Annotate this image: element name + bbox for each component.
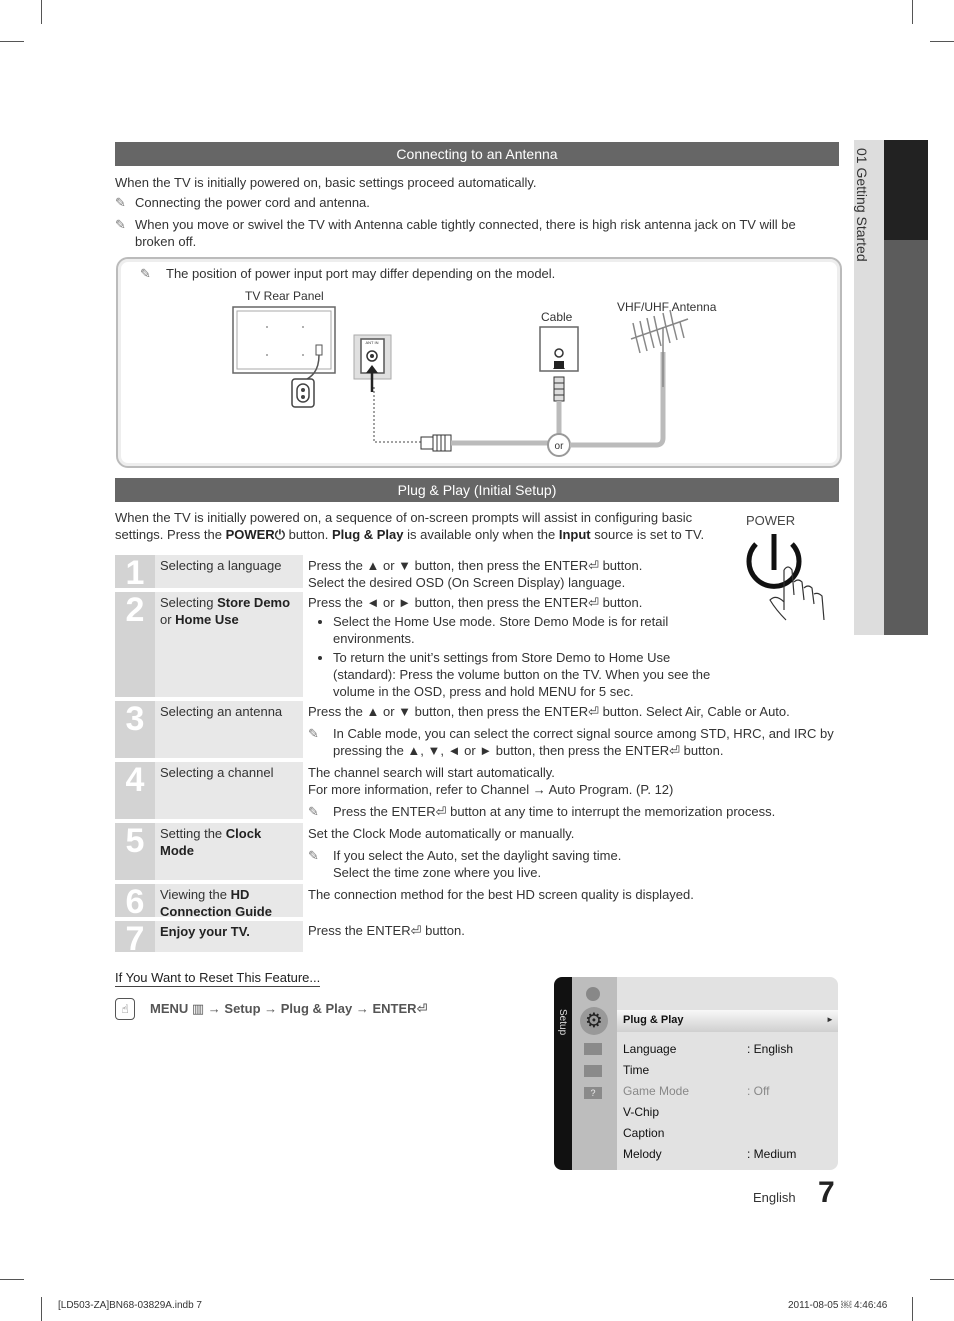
svg-text:or: or <box>554 441 564 452</box>
note-icon: ✎ <box>308 804 319 819</box>
osd-row-game-mode-value: : Off <box>747 1084 770 1098</box>
power-plug-icon <box>292 379 314 407</box>
setup-osd-menu <box>554 977 838 1170</box>
osd-row-game-mode: Game Mode <box>623 1084 690 1098</box>
footer-date: 2011-08-05 ￼ 4:46:46 <box>788 1300 888 1311</box>
hand-pointer-icon: ☝ <box>115 998 135 1020</box>
input-icon <box>584 1043 602 1055</box>
step-label: Selecting a language <box>155 555 303 588</box>
step-number: 3 <box>115 701 155 758</box>
cable-label: Cable <box>541 310 573 324</box>
osd-highlight-label: Plug & Play <box>623 1014 684 1026</box>
reset-title: If You Want to Reset This Feature... <box>115 970 321 985</box>
chapter-title: 01 Getting Started <box>854 148 870 262</box>
step-number: 5 <box>115 823 155 880</box>
step-6 <box>115 883 839 921</box>
reset-menu-path: MENU ▥ → Setup → Plug & Play → ENTER⏎ <box>150 1001 428 1016</box>
note-icon: ✎ <box>115 217 126 232</box>
step-description: Press the ▲ or ▼ button, then press the ENTER⏎ button. Select the desired OSD (On Screen Display) language. <box>308 558 643 590</box>
step-description: The connection method for the best HD screen quality is displayed. <box>308 887 694 902</box>
step-label: Enjoy your TV. <box>155 921 303 952</box>
step-7 <box>115 920 839 958</box>
support-icon: ? <box>584 1087 602 1099</box>
gear-icon: ⚙ <box>580 1007 608 1035</box>
tv-rear-panel-label: TV Rear Panel <box>245 289 324 303</box>
vhf-uhf-antenna-icon <box>631 310 688 387</box>
osd-icon-column <box>572 977 617 1170</box>
crop-mark <box>0 1279 24 1280</box>
step-number: 4 <box>115 762 155 819</box>
step-label: Selecting an antenna <box>155 701 303 758</box>
note-icon: ✎ <box>115 195 126 210</box>
note-icon: ✎ <box>140 266 151 281</box>
antenna-note-1: ✎ Connecting the power cord and antenna. <box>115 195 370 210</box>
step-number: 1 <box>115 555 155 588</box>
step-label: Viewing the HD Connection Guide <box>155 884 303 917</box>
osd-row-melody[interactable]: Melody <box>623 1147 662 1161</box>
antenna-diagram-drawing <box>116 257 838 464</box>
crop-mark <box>41 1297 42 1321</box>
step-label: Selecting Store Demo or Home Use <box>155 592 303 697</box>
osd-main-panel <box>617 977 838 1170</box>
note-icon: ✎ <box>308 726 319 741</box>
step-description: The channel search will start automatically. For more information, refer to Channel → Auto Program. (P. 12) ✎ Press the ENTER⏎ button at any time to interrupt the memorization process. <box>308 765 776 819</box>
application-icon <box>584 1065 602 1077</box>
section-header-plug-and-play: Plug & Play (Initial Setup) <box>115 478 839 502</box>
osd-row-v-chip[interactable]: V-Chip <box>623 1105 660 1119</box>
osd-row-language-value: : English <box>747 1042 794 1056</box>
step-number: 6 <box>115 884 155 917</box>
step-description: Press the ▲ or ▼ button, then press the ENTER⏎ button. Select Air, Cable or Auto. ✎ In Cable mode, you can select the correct signal source among STD, HRC, and IRC by pressing the ▲, ▼, ◄ or ► button, then press the ENTER⏎ button. <box>308 704 834 758</box>
crop-mark <box>930 41 954 42</box>
step-description: Press the ENTER⏎ button. <box>308 923 465 938</box>
crop-mark <box>41 0 42 24</box>
power-icon: ⏻ <box>274 527 285 542</box>
crop-mark <box>930 1279 954 1280</box>
vhf-uhf-antenna-label: VHF/UHF Antenna <box>617 300 717 314</box>
note-icon: ✎ <box>308 848 319 863</box>
step-number: 7 <box>115 921 155 952</box>
step-description: Press the ◄ or ► button, then press the ENTER⏎ button. • Select the Home Use mode. Store Demo Mode is for retail environments. • To return the unit’s settings from Store Demo to Home Use (standard): Press the volume button on the TV. When you see the volume in the OSD, press and hold MENU for 5 sec. <box>308 594 718 702</box>
page-number: 7 <box>818 1176 835 1209</box>
chevron-right-icon: ► <box>826 1015 834 1024</box>
crop-mark <box>912 0 913 24</box>
antenna-intro: When the TV is initially powered on, basic settings proceed automatically. <box>115 175 537 190</box>
crop-mark <box>0 41 24 42</box>
chapter-sidebar-marker <box>884 140 928 240</box>
step-1 <box>115 554 839 592</box>
osd-side-strip <box>554 977 572 1170</box>
step-label: Selecting a channel <box>155 762 303 819</box>
step-label: Setting the Clock Mode <box>155 823 303 880</box>
step-number: 2 <box>115 592 155 697</box>
svg-text:ANT IN: ANT IN <box>365 340 379 345</box>
power-label: POWER <box>746 513 796 528</box>
footer-language: English <box>753 1190 796 1205</box>
osd-row-melody-value: : Medium <box>747 1147 797 1161</box>
osd-side-label: Setup <box>557 1009 568 1036</box>
footer-file: [LD503-ZA]BN68-03829A.indb 7 <box>58 1300 202 1311</box>
osd-row-caption[interactable]: Caption <box>623 1126 665 1140</box>
step-3 <box>115 701 839 758</box>
plug-intro: When the TV is initially powered on, a sequence of on-screen prompts will assist in configuring basic settings. Press the POWER⏻ button. Plug & Play is available only when the Input source is set to TV. <box>115 510 705 542</box>
tv-rear-panel-icon <box>233 307 335 373</box>
section-header-antenna: Connecting to an Antenna <box>115 142 839 166</box>
diagram-note: ✎ The position of power input port may differ depending on the model. <box>140 266 556 281</box>
crop-mark <box>912 1297 913 1321</box>
antenna-note-2: ✎ When you move or swivel the TV with Antenna cable tightly connected, there is high risk antenna jack on TV will be broken off. <box>115 217 796 249</box>
step-5 <box>115 823 839 880</box>
step-4 <box>115 762 839 819</box>
osd-row-language[interactable]: Language <box>623 1042 677 1056</box>
osd-row-time[interactable]: Time <box>623 1063 650 1077</box>
picture-icon <box>586 987 600 1001</box>
step-2 <box>115 592 839 697</box>
step-description: Set the Clock Mode automatically or manually. ✎ If you select the Auto, set the daylight saving time. Select the time zone where you live. <box>308 826 622 880</box>
